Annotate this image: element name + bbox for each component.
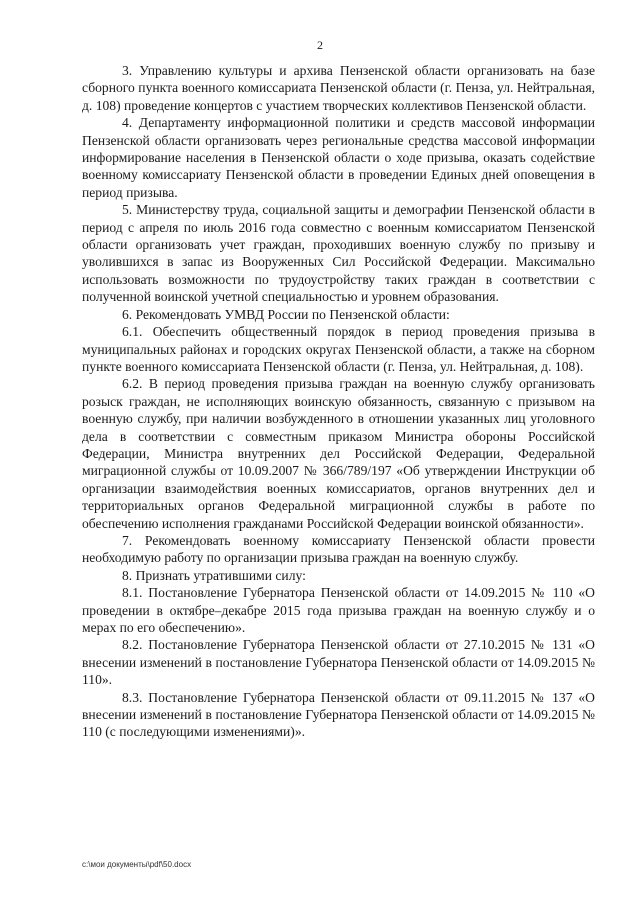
paragraph-6-2: 6.2. В период проведения призыва граждан на военную службу организовать розыск граждан, не исполняющих воинскую обязанность, связанную с призывом на военную службу, при наличии возбужденного в отношении указанных лиц уголовного дела в соответствии с совместным приказом Министра обороны Российской Федерации, Министра внутренних дел Российской Федерации, Федеральной миграционной службы от 10.09.2007 № 366/789/197 «Об утверждении Инструкции об организации взаимодействия военных комиссариатов, органов внутренних дел и территориальных органов Федеральной миграционной службы в работе по обеспечению исполнения гражданами Российской Федерации воинской обязанности».	[82, 376, 595, 531]
paragraph-4: 4. Департаменту информационной политики и средств массовой информации Пензенской области организовать через региональные средства массовой информации информирование населения в Пензенской области о ходе призыва, оказать содействие военному комиссариату Пензенской области в проведении Единых дней оповещения в период призыва.	[82, 115, 595, 200]
footer-file-path: c:\мои документы\pdf\50.docx	[82, 860, 192, 869]
paragraph-8-1: 8.1. Постановление Губернатора Пензенской области от 14.09.2015 № 110 «О проведении в октябре–декабре 2015 года призыва граждан на военную службу и о мерах по его обеспечению».	[82, 585, 595, 635]
paragraph-5: 5. Министерству труда, социальной защиты и демографии Пензенской области в период с апреля по июль 2016 года совместно с военным комиссариатом Пензенской области организовать учет граждан, проходивших военную службу по призыву и уволившихся в запас из Вооруженных Сил Российской Федерации. Максимально использовать возможности по трудоустройству таких граждан в соответствии с полученной воинской учетной специальностью и уровнем образования.	[82, 202, 595, 305]
page-number: 2	[317, 38, 323, 52]
paragraph-3: 3. Управлению культуры и архива Пензенской области организовать на базе сборного пункта военного комиссариата Пензенской области (г. Пенза, ул. Нейтральная, д. 108) проведение концертов с участием творческих коллективов Пензенской области.	[82, 63, 595, 113]
paragraph-6: 6. Рекомендовать УМВД России по Пензенской области:	[122, 306, 450, 322]
document-body	[82, 62, 595, 741]
paragraph-8-3: 8.3. Постановление Губернатора Пензенской области от 09.11.2015 № 137 «О внесении изменений в постановление Губернатора Пензенской области от 14.09.2015 № 110 (с последующими изменениями)».	[82, 689, 595, 740]
paragraph-8-2: 8.2. Постановление Губернатора Пензенской области от 27.10.2015 № 131 «О внесении изменений в постановление Губернатора Пензенской области от 14.09.2015 № 110».	[82, 637, 595, 688]
paragraph-6-1: 6.1. Обеспечить общественный порядок в период проведения призыва в муниципальных районах и городских округах Пензенской области, а также на сборном пункте военного комиссариата Пензенской области (г. Пенза, ул. Нейтральная, д. 108).	[82, 324, 595, 374]
paragraph-8: 8. Признать утратившими силу:	[122, 567, 306, 583]
paragraph-7: 7. Рекомендовать военному комиссариату Пензенской области провести необходимую работу по организации призыва граждан на военную службу.	[82, 532, 595, 566]
